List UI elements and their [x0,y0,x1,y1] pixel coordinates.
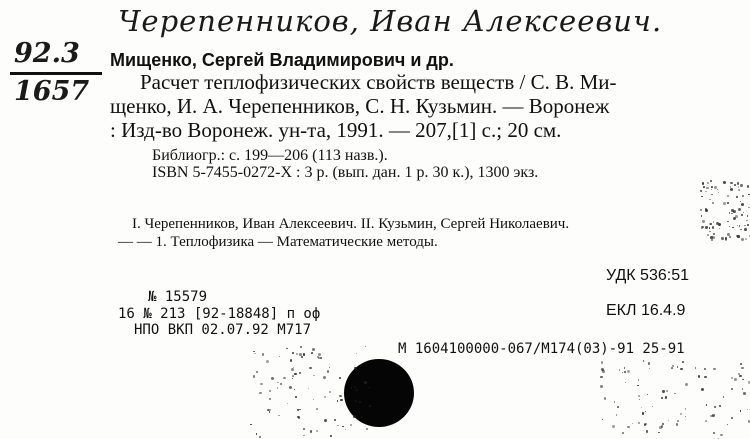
scan-speck [266,360,269,363]
scan-speck [637,385,639,387]
scan-speck [736,196,738,198]
scan-speck [617,406,619,408]
scan-speck [742,379,743,380]
scan-speck [312,348,315,351]
title-line-3: : Изд-во Воронеж. ун-та, 1991. — 207,[1] с.; 20 см. [110,118,562,142]
scan-speck [632,423,633,424]
scan-speck [705,191,706,192]
scan-speck [718,192,719,193]
scan-speck [600,376,602,378]
scan-speck [256,371,258,373]
scan-speck [723,181,726,184]
scan-speck [652,406,653,407]
scan-speck [701,226,704,229]
scan-speck [721,237,724,240]
scan-speck [354,367,356,369]
scan-speck [299,409,300,410]
scan-speck [365,346,367,348]
record-number: № 15579 [148,289,208,305]
scan-speck [291,368,294,371]
scan-speck [627,426,629,428]
scan-speck [668,420,669,421]
m-code: М 1604100000-067/М174(03)-91 25-91 [398,341,685,357]
scan-speck [364,381,367,384]
scan-speck [685,383,688,386]
scan-speck [713,233,715,235]
scan-speck [707,234,709,236]
scan-speck [289,386,292,389]
scan-speck [646,430,649,433]
scan-speck [661,425,664,428]
scan-speck [320,357,322,359]
scan-speck [283,377,285,379]
scan-speck [262,353,264,355]
scan-speck [299,353,302,356]
scan-speck [743,212,744,213]
scan-speck [738,208,740,210]
scan-speck [647,394,648,395]
scan-speck [323,376,326,379]
scan-speck [300,346,302,348]
scan-speck [698,375,700,377]
scan-speck [296,353,298,355]
scan-speck [709,227,710,228]
scan-speck [709,199,710,200]
shelf-mark-divider [10,72,102,75]
scan-speck [682,361,684,363]
scan-speck [730,182,733,185]
scan-speck [292,378,293,379]
scan-speck [292,352,294,354]
scan-speck [717,189,718,190]
scan-speck [737,182,740,185]
scan-speck [311,352,313,354]
scan-speck [720,434,723,437]
scan-speck [740,363,742,365]
scan-speck [641,407,643,409]
scan-speck [316,430,318,432]
scan-speck [737,235,740,238]
scan-speck [740,184,743,187]
scan-speck [735,215,737,217]
scan-speck [638,395,640,397]
shelf-mark-bottom: 1657 [14,76,90,107]
scan-speck [700,190,702,192]
scan-speck [279,356,280,357]
title-line-2: щенко, И. А. Черепенников, С. Н. Кузьмин. — Воронеж [110,94,610,118]
scan-speck [645,411,646,412]
scan-speck [706,404,708,406]
scan-speck [707,182,709,184]
scan-speck [277,382,279,384]
tracing-line-1: I. Черепенников, Иван Алексеевич. II. Кузьмин, Сергей Николаевич. [132,216,570,232]
scan-speck [301,356,303,358]
scan-speck [316,408,318,410]
scan-speck [739,375,741,377]
scan-speck [329,391,331,393]
scan-speck [685,416,686,417]
scan-speck [731,209,734,212]
scan-speck [616,414,618,416]
bibliography-note: Библиогр.: с. 199—206 (113 назв.). [152,147,388,164]
scan-speck [337,425,338,426]
scan-speck [625,382,626,383]
scan-speck [303,353,305,355]
scan-speck [330,435,332,437]
scan-speck [747,409,748,410]
scan-speck [254,353,255,354]
title-line-1: Расчет теплофизических свойств веществ / С. В. Ми- [140,70,617,94]
scan-speck [727,202,729,204]
scan-speck [701,196,703,198]
scan-speck [627,370,630,373]
scan-speck [324,419,327,422]
scan-speck [713,221,714,222]
scan-speck [713,368,716,371]
scan-speck [744,228,747,231]
scan-speck [719,228,720,229]
scan-speck [277,387,278,388]
scan-speck [638,422,640,424]
scan-speck [661,397,663,399]
scan-speck [356,353,357,354]
scan-speck [709,223,711,225]
scan-speck [734,184,736,186]
scan-speck [642,412,645,415]
scan-speck [639,399,640,400]
shelf-mark-top: 92.3 [14,38,80,69]
scan-speck [271,377,274,380]
scan-speck [740,229,742,231]
scan-speck [324,396,327,399]
scan-speck [622,432,624,434]
scan-speck [738,189,741,192]
scan-speck [622,372,623,373]
scan-speck [260,383,262,385]
scan-speck [677,366,679,368]
scan-speck [695,367,697,369]
scan-speck [672,365,673,366]
ekl-code: ЕКЛ 16.4.9 [606,302,686,319]
scan-speck [741,214,743,216]
scan-speck [310,430,312,432]
scan-speck [701,215,703,217]
isbn-line: ISBN 5-7455-0272-X : 3 р. (вып. дан. 1 р. 30 к.), 1300 экз. [152,164,539,181]
scan-speck [334,419,336,421]
scan-speck [711,189,712,190]
scan-speck [356,389,357,390]
scan-speck [355,400,357,402]
scan-speck [741,238,743,240]
scan-speck [677,420,679,422]
scan-speck [366,428,368,430]
scan-speck [259,436,261,438]
scan-speck [680,368,682,370]
scan-speck [674,393,675,394]
scan-speck [742,195,744,197]
scan-speck [704,368,707,371]
scan-speck [747,215,748,216]
scan-speck [742,388,743,389]
scan-speck [747,185,749,187]
scan-speck [746,220,748,222]
scan-speck [748,207,750,209]
scan-speck [727,424,728,425]
scan-speck [287,403,288,404]
scan-speck [705,420,707,422]
scan-speck [747,224,749,226]
scan-speck [739,225,740,226]
scan-speck [730,188,733,191]
scan-speck [339,395,342,398]
scan-speck [743,392,746,395]
scan-speck [318,353,321,356]
scan-speck [297,409,298,410]
scan-speck [704,376,707,379]
scan-speck [648,362,650,364]
scan-speck [745,238,747,240]
scan-speck [303,435,304,436]
scan-speck [250,424,251,425]
scan-speck [309,367,311,369]
scan-speck [713,432,715,434]
scan-speck [643,360,645,362]
scan-speck [259,392,261,394]
scan-speck [600,385,603,388]
scan-speck [280,383,282,385]
scan-speck [278,415,280,417]
scan-speck [666,390,668,392]
scan-speck [294,373,296,375]
scan-speck [734,378,737,381]
scan-speck [342,426,344,428]
scan-speck [269,411,270,412]
scan-speck [345,429,346,430]
scan-speck [327,370,329,372]
tracing-line-2: — — 1. Теплофизика — Математические методы. [118,234,438,250]
scan-speck [671,367,673,369]
npo-code: НПО ВКП 02.07.92 М717 [134,322,312,338]
scan-speck [741,367,743,369]
scan-speck [253,375,255,377]
scan-speck [256,433,257,434]
scan-speck [299,372,301,374]
scan-speck [740,410,742,412]
scan-speck [701,388,704,391]
scan-speck [303,428,305,430]
scan-speck [313,375,314,376]
scan-speck [741,203,744,206]
scan-speck [711,239,713,241]
scan-speck [732,227,734,229]
scan-speck [685,408,686,409]
scan-speck [601,361,603,363]
scan-speck [702,220,705,223]
handwritten-header: Черепенников, Иван Алексеевич. [118,4,663,38]
scan-speck [295,396,297,398]
scan-speck [676,423,679,426]
scan-speck [731,388,733,390]
scan-speck [709,231,711,233]
scan-speck [318,357,320,359]
scan-speck [731,417,733,419]
scan-speck [729,226,730,227]
scan-speck [705,226,707,228]
scan-speck [711,194,713,196]
scan-speck [624,367,625,368]
scan-speck [710,415,713,418]
scan-speck [337,400,338,401]
scan-speck [612,425,615,428]
scan-speck [269,390,271,392]
scan-speck [744,225,746,227]
scan-speck [286,348,287,349]
scan-speck [703,186,705,188]
scan-speck [723,396,725,398]
scan-speck [350,424,352,426]
scan-speck [662,390,665,393]
scan-speck [712,202,713,203]
scan-speck [725,239,726,240]
scan-speck [729,236,731,238]
scan-speck [706,187,709,190]
scan-speck [649,368,650,369]
scan-speck [714,406,716,408]
scan-speck [719,405,720,406]
scan-speck [638,379,640,381]
scan-speck [602,419,603,420]
scan-speck [329,367,330,368]
scan-speck [733,217,736,220]
udk-code: УДК 536:51 [606,267,689,284]
scan-speck [614,401,616,403]
author-heading: Мищенко, Сергей Владимирович и др. [110,50,454,70]
scan-speck [369,405,371,407]
scan-speck [308,388,309,389]
scan-speck [313,399,314,400]
scan-speck [727,221,728,222]
scan-speck [601,368,604,371]
scan-speck [290,359,292,361]
scan-speck [269,398,271,400]
scan-speck [292,375,294,377]
scan-speck [658,432,660,434]
scan-speck [731,213,733,215]
scan-speck [619,369,621,371]
scan-speck [665,396,667,398]
order-number: 16 № 213 [92-18848] п оф [118,306,321,322]
scan-speck [727,195,729,197]
scan-speck [712,226,714,228]
scan-speck [359,401,361,403]
scan-speck [604,397,607,400]
scan-speck [680,413,682,415]
scan-speck [340,399,343,402]
scan-speck [748,194,749,195]
scan-speck [339,377,341,379]
scan-speck [710,180,712,182]
scan-speck [723,202,726,205]
scan-speck [702,182,705,185]
scan-speck [700,209,702,211]
scan-speck [602,370,604,372]
scan-speck [294,389,295,390]
scan-speck [738,186,739,187]
